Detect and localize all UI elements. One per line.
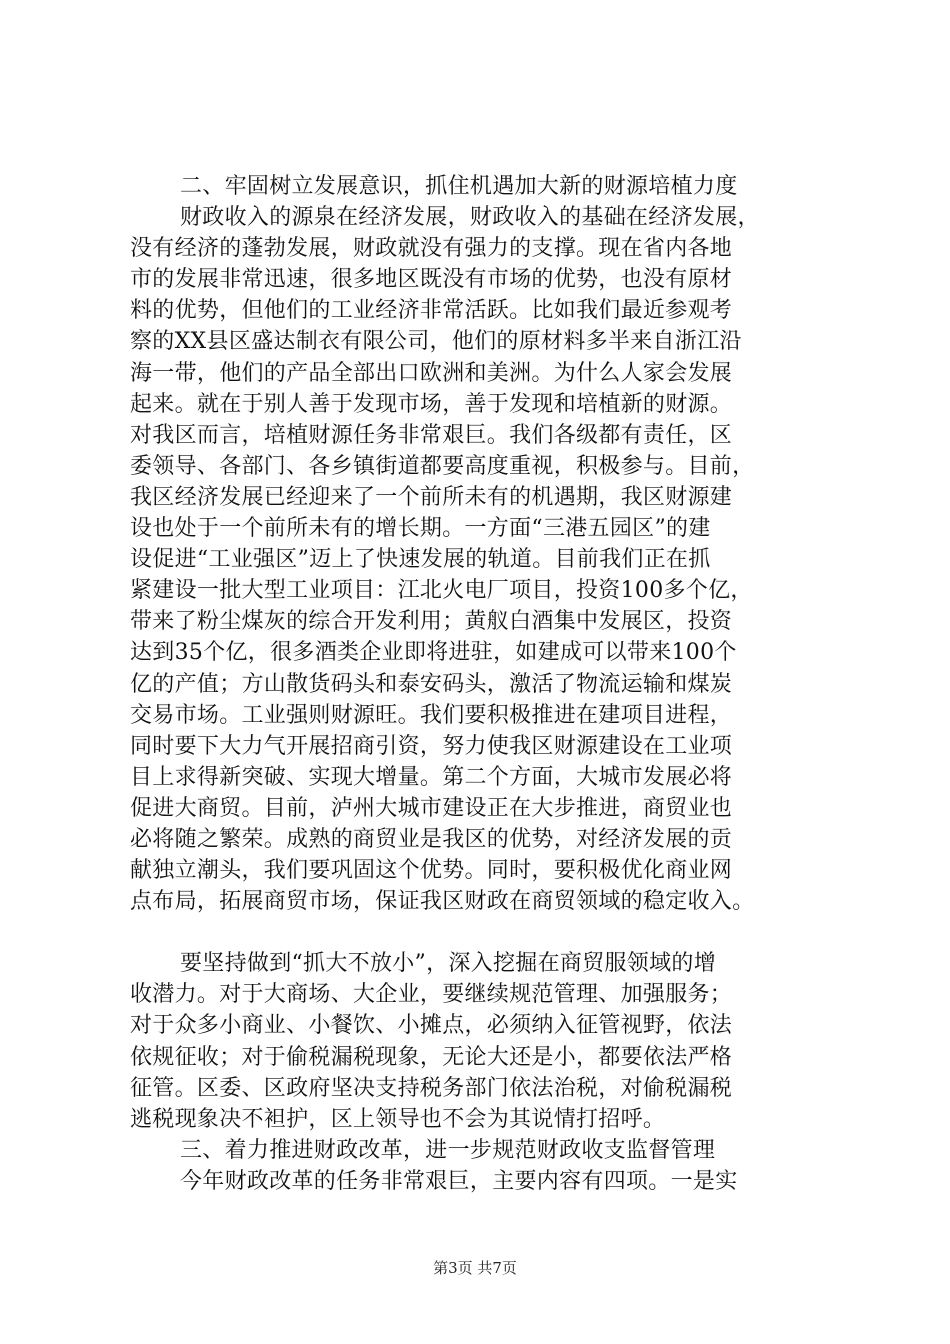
paragraph-line: 征管。区委、区政府坚决支持税务部门依法治税，对偷税漏税: [130, 1075, 733, 1101]
paragraph-line: 紧建设一批大型工业项目：江北火电厂项目，投资100多个亿，: [130, 578, 753, 604]
paragraph-line: 依规征收；对于偷税漏税现象，无论大还是小，都要依法严格: [130, 1044, 733, 1070]
paragraph-line: 没有经济的蓬勃发展，财政就没有强力的支撑。现在省内各地: [130, 236, 733, 262]
paragraph-line: 同时要下大力气开展招商引资，努力使我区财源建设在工业项: [130, 733, 733, 759]
paragraph-line: 逃税现象决不袒护，区上领导也不会为其说情打招呼。: [130, 1106, 666, 1132]
paragraph-line: 今年财政改革的任务非常艰巨，主要内容有四项。一是实: [180, 1168, 738, 1194]
paragraph-line: 必将随之繁荣。成熟的商贸业是我区的优势，对经济发展的贡: [130, 826, 733, 852]
paragraph-line: 料的优势，但他们的工业经济非常活跃。比如我们最近参观考: [130, 298, 733, 324]
paragraph-line: 对我区而言，培植财源任务非常艰巨。我们各级都有责任，区: [130, 422, 733, 448]
paragraph-line: 设也处于一个前所未有的增长期。一方面“三港五园区”的建: [130, 516, 711, 542]
page-number: 第3页 共7页: [433, 1259, 517, 1277]
paragraph-gap: [130, 917, 830, 948]
paragraph-line: 带来了粉尘煤灰的综合开发利用；黄舣白酒集中发展区，投资: [130, 609, 733, 635]
paragraph-line: 促进大商贸。目前，泸州大城市建设正在大步推进，商贸业也: [130, 795, 733, 821]
paragraph-line: 达到35个亿，很多酒类企业即将进驻，如建成可以带来100个: [130, 640, 737, 666]
paragraph-line: 点布局，拓展商贸市场，保证我区财政在商贸领域的稳定收入。: [130, 889, 755, 915]
paragraph-line: 我区经济发展已经迎来了一个前所未有的机遇期，我区财源建: [130, 484, 733, 510]
paragraph-line: 起来。就在于别人善于发现市场，善于发现和培植新的财源。: [130, 391, 733, 417]
document-body: [130, 171, 830, 1197]
paragraph-line: 察的XX县区盛达制衣有限公司，他们的原材料多半来自浙江沿: [130, 329, 742, 355]
paragraph-line: 市的发展非常迅速，很多地区既没有市场的优势，也没有原材: [130, 267, 733, 293]
paragraph-line: 财政收入的源泉在经济发展，财政收入的基础在经济发展，: [180, 205, 760, 231]
section-heading-3: 三、着力推进财政改革，进一步规范财政收支监督管理: [180, 1137, 716, 1163]
paragraph-line: 交易市场。工业强则财源旺。我们要积极推进在建项目进程，: [130, 702, 733, 728]
paragraph-line: 设促进“工业强区”迈上了快速发展的轨道。目前我们正在抓: [130, 547, 711, 573]
paragraph-line: 委领导、各部门、各乡镇街道都要高度重视，积极参与。目前，: [130, 453, 755, 479]
paragraph-line: 对于众多小商业、小餐饮、小摊点，必须纳入征管视野，依法: [130, 1013, 733, 1039]
paragraph-line: 要坚持做到“抓大不放小”，深入挖掘在商贸服领域的增: [180, 951, 716, 977]
paragraph-line: 海一带，他们的产品全部出口欧洲和美洲。为什么人家会发展: [130, 360, 733, 386]
paragraph-line: 目上求得新突破、实现大增量。第二个方面，大城市发展必将: [130, 764, 733, 790]
paragraph-line: 收潜力。对于大商场、大企业，要继续规范管理、加强服务；: [130, 982, 733, 1008]
paragraph-line: 亿的产值；方山散货码头和泰安码头，激活了物流运输和煤炭: [130, 671, 733, 697]
section-heading-2: 二、牢固树立发展意识，抓住机遇加大新的财源培植力度: [180, 174, 738, 199]
paragraph-line: 献独立潮头，我们要巩固这个优势。同时，要积极优化商业网: [130, 858, 733, 884]
